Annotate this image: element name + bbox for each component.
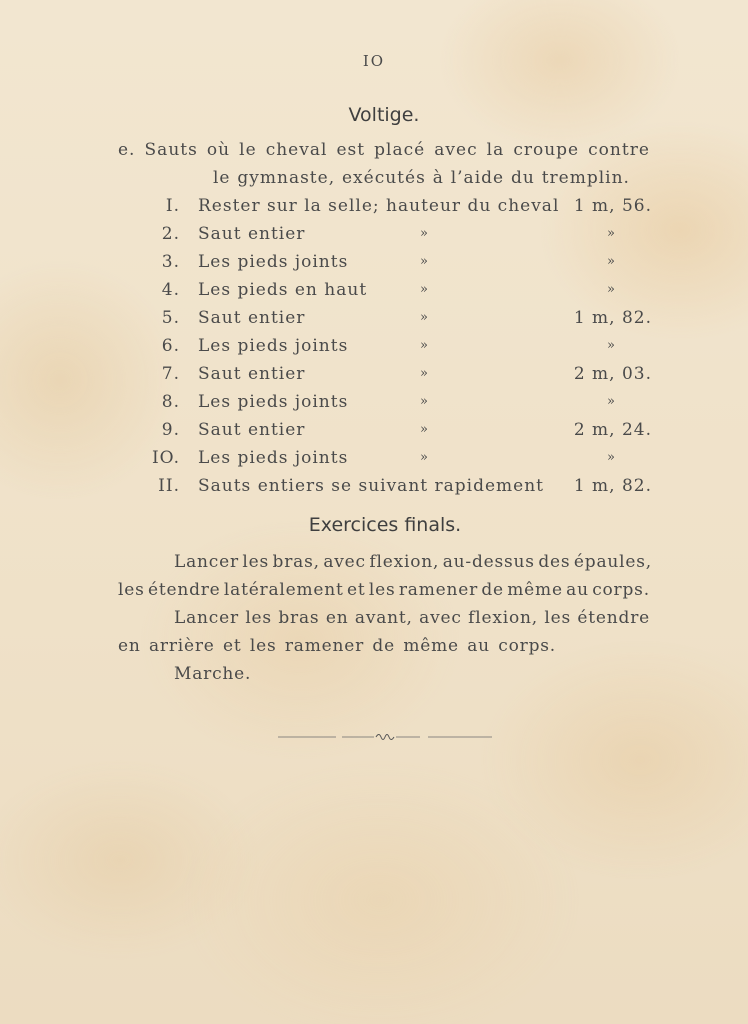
paragraph-word: et: [223, 636, 242, 656]
entry-height: 2 m, 03.: [573, 364, 652, 384]
jump-entry: [140, 364, 652, 390]
ditto-mark: »: [420, 338, 429, 353]
paragraph-word: bras,: [272, 552, 320, 572]
paragraph-word: bras: [278, 608, 320, 628]
paragraph-2-line-1: [174, 608, 650, 628]
entry-height: 1 m, 82.: [573, 308, 652, 328]
paragraph-word: étendre: [577, 608, 650, 628]
intro-word: cheval: [265, 140, 328, 160]
entry-height: 1 m, 82.: [573, 476, 652, 496]
paragraph-word: des: [538, 552, 571, 572]
intro-word: la: [486, 140, 505, 160]
entry-number: 7.: [161, 364, 180, 384]
entry-number: 9.: [161, 420, 180, 440]
ditto-mark: »: [420, 394, 429, 409]
entry-label: Saut entier: [198, 420, 306, 440]
entry-label: Rester sur la selle; hauteur du cheval: [198, 196, 560, 216]
entry-number: 3.: [161, 252, 180, 272]
ditto-mark: »: [420, 254, 429, 269]
jump-entry: [140, 308, 652, 334]
paragraph-1-line-2: [118, 580, 650, 600]
intro-word: e.: [118, 140, 136, 160]
paragraph-word: Lancer: [174, 552, 239, 572]
intro-word: à: [432, 168, 444, 188]
end-ornament: [278, 730, 492, 742]
entry-label: Les pieds joints: [198, 448, 349, 468]
paragraph-word: épaules,: [573, 552, 652, 572]
intro-word: placé: [374, 140, 426, 160]
paragraph-word: arrière: [148, 636, 215, 656]
entry-height: 1 m, 56.: [573, 196, 652, 216]
intro-word: du: [510, 168, 535, 188]
ditto-mark: »: [420, 310, 429, 325]
entry-label: Saut entier: [198, 224, 306, 244]
intro-word: est: [336, 140, 366, 160]
ditto-mark: »: [420, 422, 429, 437]
entry-label: Saut entier: [198, 364, 306, 384]
entry-height: »: [607, 254, 616, 269]
intro-line-1: [118, 140, 650, 160]
paragraph-3: Marche.: [174, 664, 252, 684]
entry-number: 2.: [161, 224, 180, 244]
entry-label: Les pieds joints: [198, 392, 349, 412]
paragraph-word: au: [467, 636, 490, 656]
paragraph-word: avec: [323, 552, 366, 572]
paragraph-word: flexion,: [369, 552, 440, 572]
entry-label: Les pieds joints: [198, 336, 349, 356]
paragraph-word: de: [481, 580, 504, 600]
jump-entry: [140, 280, 652, 306]
entry-number: II.: [158, 476, 180, 496]
entry-label: Les pieds en haut: [198, 280, 368, 300]
intro-word: où: [206, 140, 231, 160]
jump-entry: [140, 196, 652, 222]
page-number: IO: [362, 52, 386, 70]
jump-entry: [140, 476, 652, 502]
jump-entry: [140, 392, 652, 418]
ditto-mark: »: [420, 450, 429, 465]
intro-word: tremplin.: [541, 168, 630, 188]
entry-height: »: [607, 282, 616, 297]
paragraph-word: en: [118, 636, 141, 656]
jump-entry: [140, 224, 652, 250]
paragraph-word: au: [566, 580, 589, 600]
paragraph-word: les: [118, 580, 145, 600]
paragraph-word: étendre: [147, 580, 221, 600]
paragraph-word: de: [372, 636, 395, 656]
paragraph-word: les: [249, 636, 277, 656]
intro-line-2: [213, 168, 630, 188]
entry-label: Les pieds joints: [198, 252, 349, 272]
paragraph-1-line-1: [174, 552, 652, 572]
entry-number: 5.: [161, 308, 180, 328]
ditto-mark: »: [420, 226, 429, 241]
paragraph-word: au-dessus: [442, 552, 535, 572]
jump-entry: [140, 336, 652, 362]
entry-label: Saut entier: [198, 308, 306, 328]
paragraph-word: avant,: [354, 608, 413, 628]
paragraph-word: les: [544, 608, 571, 628]
paragraph-word: les: [368, 580, 396, 600]
intro-word: avec: [434, 140, 478, 160]
intro-word: l’aide: [450, 168, 505, 188]
paragraph-2-line-2: [118, 636, 556, 656]
paragraph-word: corps.: [498, 636, 556, 656]
paragraph-word: et: [347, 580, 366, 600]
entry-number: 4.: [161, 280, 180, 300]
intro-word: contre: [588, 140, 650, 160]
paragraph-word: même: [507, 580, 563, 600]
paragraph-word: latéralement: [223, 580, 344, 600]
entry-number: 6.: [161, 336, 180, 356]
entry-number: 8.: [161, 392, 180, 412]
intro-word: le: [239, 140, 257, 160]
intro-word: le: [213, 168, 231, 188]
jump-entry: [140, 252, 652, 278]
entry-height: »: [607, 338, 616, 353]
paragraph-word: même: [403, 636, 459, 656]
paragraph-word: Lancer: [174, 608, 239, 628]
entry-number: IO.: [151, 448, 180, 468]
jump-entry: [140, 448, 652, 474]
jump-entry: [140, 420, 652, 446]
entry-height: »: [607, 450, 616, 465]
paragraph-word: ramener: [398, 580, 479, 600]
ditto-mark: »: [420, 282, 429, 297]
entry-height: »: [607, 394, 616, 409]
intro-word: Sauts: [144, 140, 198, 160]
entry-height: »: [607, 226, 616, 241]
paragraph-word: en: [325, 608, 349, 628]
entry-number: I.: [165, 196, 180, 216]
entry-label: Sauts entiers se suivant rapidement: [198, 476, 544, 496]
paragraph-word: les: [245, 608, 272, 628]
ditto-mark: »: [420, 366, 429, 381]
intro-word: exécutés: [342, 168, 426, 188]
paragraph-word: les: [242, 552, 270, 572]
section-title-voltige: Voltige.: [348, 104, 420, 126]
paragraph-word: corps.: [592, 580, 650, 600]
paragraph-word: ramener: [284, 636, 365, 656]
paragraph-word: flexion,: [468, 608, 538, 628]
intro-word: gymnaste,: [237, 168, 336, 188]
intro-word: croupe: [513, 140, 580, 160]
section-title-exercices: Exercices finals.: [308, 514, 462, 536]
paragraph-word: avec: [419, 608, 462, 628]
entry-height: 2 m, 24.: [573, 420, 652, 440]
